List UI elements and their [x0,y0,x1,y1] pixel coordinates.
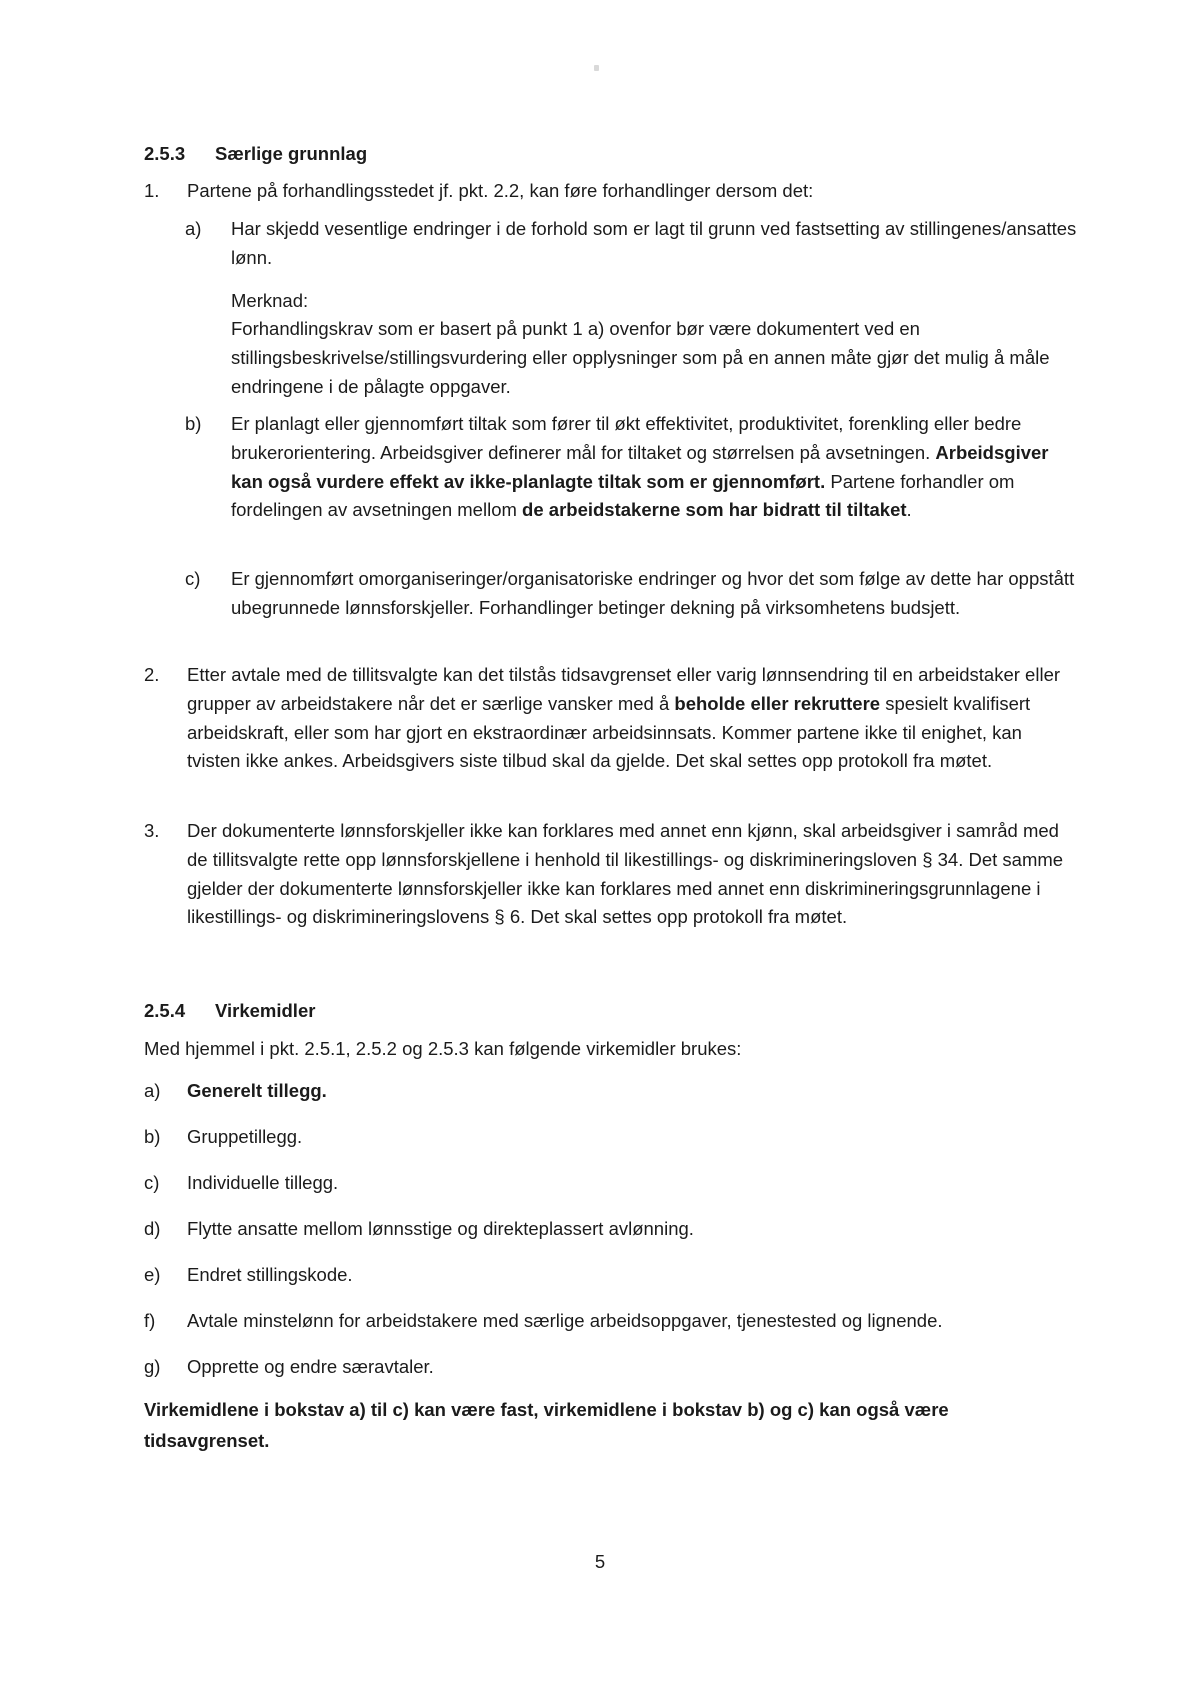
page-number: 5 [594,1551,606,1572]
item-marker: g) [144,1356,161,1377]
item-marker: 2. [144,664,160,685]
item-text: Partene på forhandlingsstedet jf. pkt. 2.2, kan føre forhandlinger dersom det: [187,180,814,201]
item-marker: 1. [144,180,160,201]
item-marker: c) [185,568,201,589]
item-text: Endret stillingskode. [187,1264,353,1285]
item-text: Der dokumenterte lønnsforskjeller ikke kan forklares med annet enn kjønn, skal arbeidsgiver i samråd med de tillitsvalgte rette opp lønnsforskjellene i henhold til likestillings- og diskrimineringsloven § 34. Det samme gjelder der dokumenterte lønnsforskjeller ikke kan forklares med annet enn diskrimineringsgrunnlagene i likestillings- og diskrimineringslovens § 6. Det skal settes opp protokoll fra møtet. [187,820,1064,928]
section-title: Virkemidler [215,1000,316,1021]
item-text: Avtale minstelønn for arbeidstakere med særlige arbeidsoppgaver, tjenestested og lignende. [187,1310,943,1331]
sub-item-a [185,215,1085,273]
scan-artifact-dot [594,65,599,71]
virkemidler-intro: Med hjemmel i pkt. 2.5.1, 2.5.2 og 2.5.3 kan følgende virkemidler brukes: [144,1038,742,1059]
list-item-g [144,1353,1048,1382]
item-marker: b) [144,1126,161,1147]
list-item-a [144,1077,1048,1106]
numbered-item-3 [144,817,1064,932]
item-text: Generelt tillegg. [187,1080,327,1101]
item-text: Individuelle tillegg. [187,1172,339,1193]
item-marker: 3. [144,820,160,841]
section-heading-2-5-3 [144,140,367,169]
section-title: Særlige grunnlag [215,143,368,164]
numbered-item-1 [144,177,1048,206]
item-marker: b) [185,413,202,434]
sub-item-b [185,410,1085,525]
merknad-text: Forhandlingskrav som er basert på punkt 1 a) ovenfor bør være dokumentert ved en stillingsbeskrivelse/stillingsvurdering eller opplysninger som på en annen måte gjør det mulig å måle endringene i de pålagte oppgaver. [231,318,1050,397]
section-heading-2-5-4 [144,997,315,1026]
item-marker: d) [144,1218,161,1239]
item-text: Er gjennomført omorganiseringer/organisatoriske endringer og hvor det som følge av dette har oppstått ubegrunnede lønnsforskjeller. Forhandlinger betinger dekning på virksomhetens budsjett. [231,568,1075,618]
numbered-item-2 [144,661,1061,776]
item-text: Opprette og endre særavtaler. [187,1356,434,1377]
item-text: Er planlagt eller gjennomført tiltak som fører til økt effektivitet, produktivitet, forenkling eller bedre brukerorientering. Arbeidsgiver definerer mål for tiltaket og størrelsen på avsetningen. Arbeidsgiver kan også vurdere effekt av ikke-planlagte tiltak som er gjennomført. Partene forhandler om fordelingen av avsetningen mellom de arbeidstakerne som har bidratt til tiltaket. [231,413,1049,521]
item-text: Etter avtale med de tillitsvalgte kan det tilstås tidsavgrenset eller varig lønnsendring til en arbeidstaker eller grupper av arbeidstakere når det er særlige vansker med å beholde eller rekruttere spesielt kvalifisert arbeidskraft, eller som har gjort en ekstraordinær arbeidsinnsats. Kommer partene ikke til enighet, kan tvisten ikke ankes. Arbeidsgivers siste tilbud skal da gjelde. Det skal settes opp protokoll fra møtet. [187,664,1061,772]
list-item-e [144,1261,1048,1290]
section-number: 2.5.3 [144,143,186,164]
section-number: 2.5.4 [144,1000,186,1021]
list-item-c [144,1169,1048,1198]
closing-paragraph: Virkemidlene i bokstav a) til c) kan være fast, virkemidlene i bokstav b) og c) kan også være tidsavgrenset. [144,1399,949,1451]
list-item-d [144,1215,1048,1244]
item-text: Har skjedd vesentlige endringer i de forhold som er lagt til grunn ved fastsetting av stillingenes/ansattes lønn. [231,218,1077,268]
item-text: Gruppetillegg. [187,1126,303,1147]
item-marker: e) [144,1264,161,1285]
item-marker: c) [144,1172,160,1193]
item-text: Flytte ansatte mellom lønnsstige og direkteplassert avlønning. [187,1218,694,1239]
list-item-f [144,1307,1048,1336]
list-item-b [144,1123,1048,1152]
item-marker: a) [185,218,202,239]
item-marker: f) [144,1310,156,1331]
merknad-label: Merknad: [231,290,309,311]
item-marker: a) [144,1080,161,1101]
sub-item-c [185,565,1085,623]
